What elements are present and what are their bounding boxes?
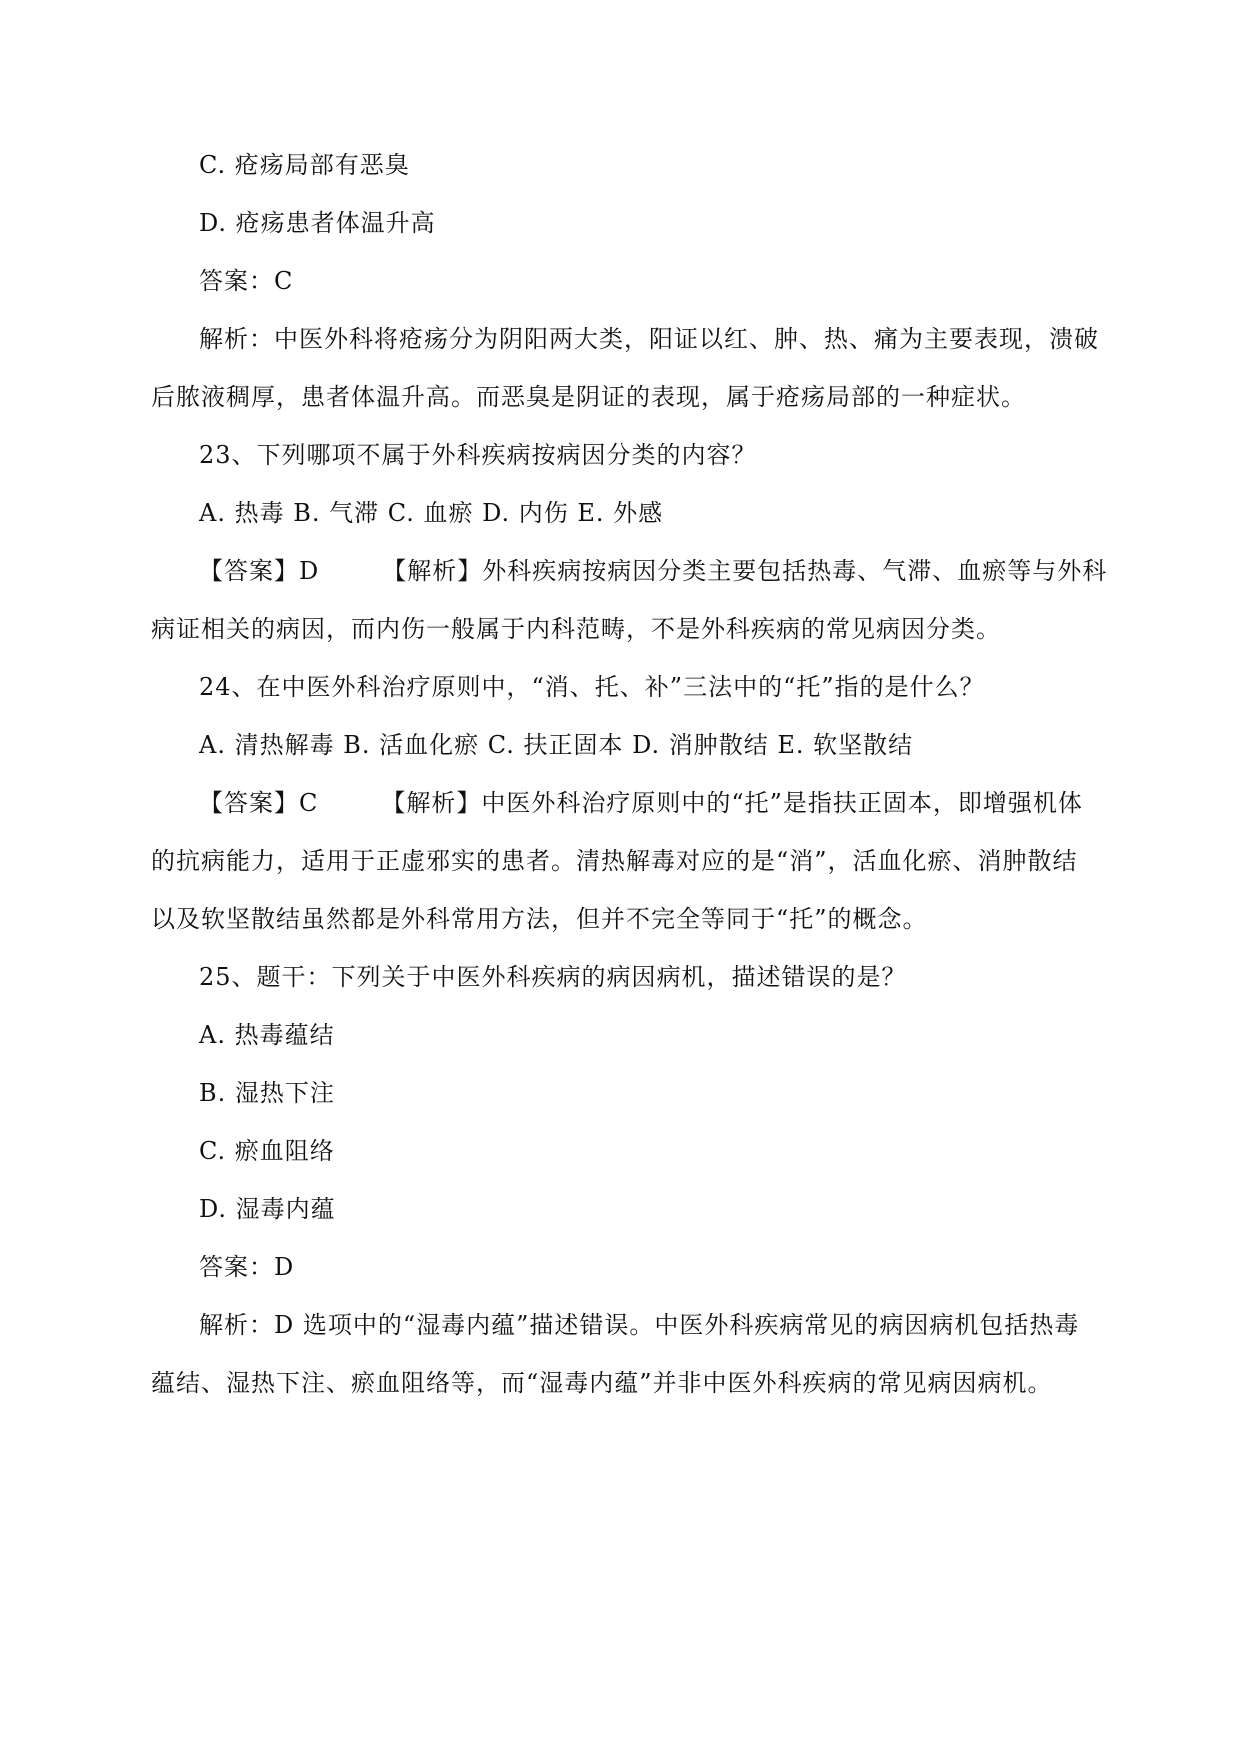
explanation-line: 解析：中医外科将疮疡分为阴阳两大类，阳证以红、肿、热、痛为主要表现，溃破 xyxy=(199,325,1099,353)
option-d-line: D. 湿毒内蕴 xyxy=(199,1195,336,1223)
explanation-line: 以及软坚散结虽然都是外科常用方法，但并不完全等同于“托”的概念。 xyxy=(151,905,928,933)
answer-explanation-line: 【答案】D 【解析】外科疾病按病因分类主要包括热毒、气滞、血瘀等与外科 xyxy=(199,557,1108,585)
option-a-line: A. 热毒蕴结 xyxy=(199,1021,335,1049)
answer-line: 答案：D xyxy=(199,1253,295,1281)
answer-line: 答案：C xyxy=(199,267,294,295)
question-23-line: 23、下列哪项不属于外科疾病按病因分类的内容？ xyxy=(199,441,757,469)
question-24-line: 24、在中医外科治疗原则中，“消、托、补”三法中的“托”指的是什么？ xyxy=(199,673,985,701)
answer-explanation-line: 【答案】C 【解析】中医外科治疗原则中的“托”是指扶正固本，即增强机体 xyxy=(199,789,1083,817)
explanation-line: 后脓液稠厚，患者体温升高。而恶臭是阴证的表现，属于疮疡局部的一种症状。 xyxy=(151,383,1026,411)
explanation-line: 解析：D 选项中的“湿毒内蕴”描述错误。中医外科疾病常见的病因病机包括热毒 xyxy=(199,1311,1080,1339)
option-d-line: D. 疮疡患者体温升高 xyxy=(199,209,436,237)
question-25-line: 25、题干：下列关于中医外科疾病的病因病机，描述错误的是？ xyxy=(199,963,907,991)
option-b-line: B. 湿热下注 xyxy=(199,1079,335,1107)
explanation-line: 病证相关的病因，而内伤一般属于内科范畴，不是外科疾病的常见病因分类。 xyxy=(151,615,1001,643)
options-line: A. 热毒 B. 气滞 C. 血瘀 D. 内伤 E. 外感 xyxy=(199,499,664,527)
explanation-line: 蕴结、湿热下注、瘀血阻络等，而“湿毒内蕴”并非中医外科疾病的常见病因病机。 xyxy=(151,1369,1053,1397)
option-c-line: C. 瘀血阻络 xyxy=(199,1137,335,1165)
options-line: A. 清热解毒 B. 活血化瘀 C. 扶正固本 D. 消肿散结 E. 软坚散结 xyxy=(199,731,914,759)
explanation-line: 的抗病能力，适用于正虚邪实的患者。清热解毒对应的是“消”，活血化瘀、消肿散结 xyxy=(151,847,1078,875)
option-c-line: C. 疮疡局部有恶臭 xyxy=(199,151,410,179)
